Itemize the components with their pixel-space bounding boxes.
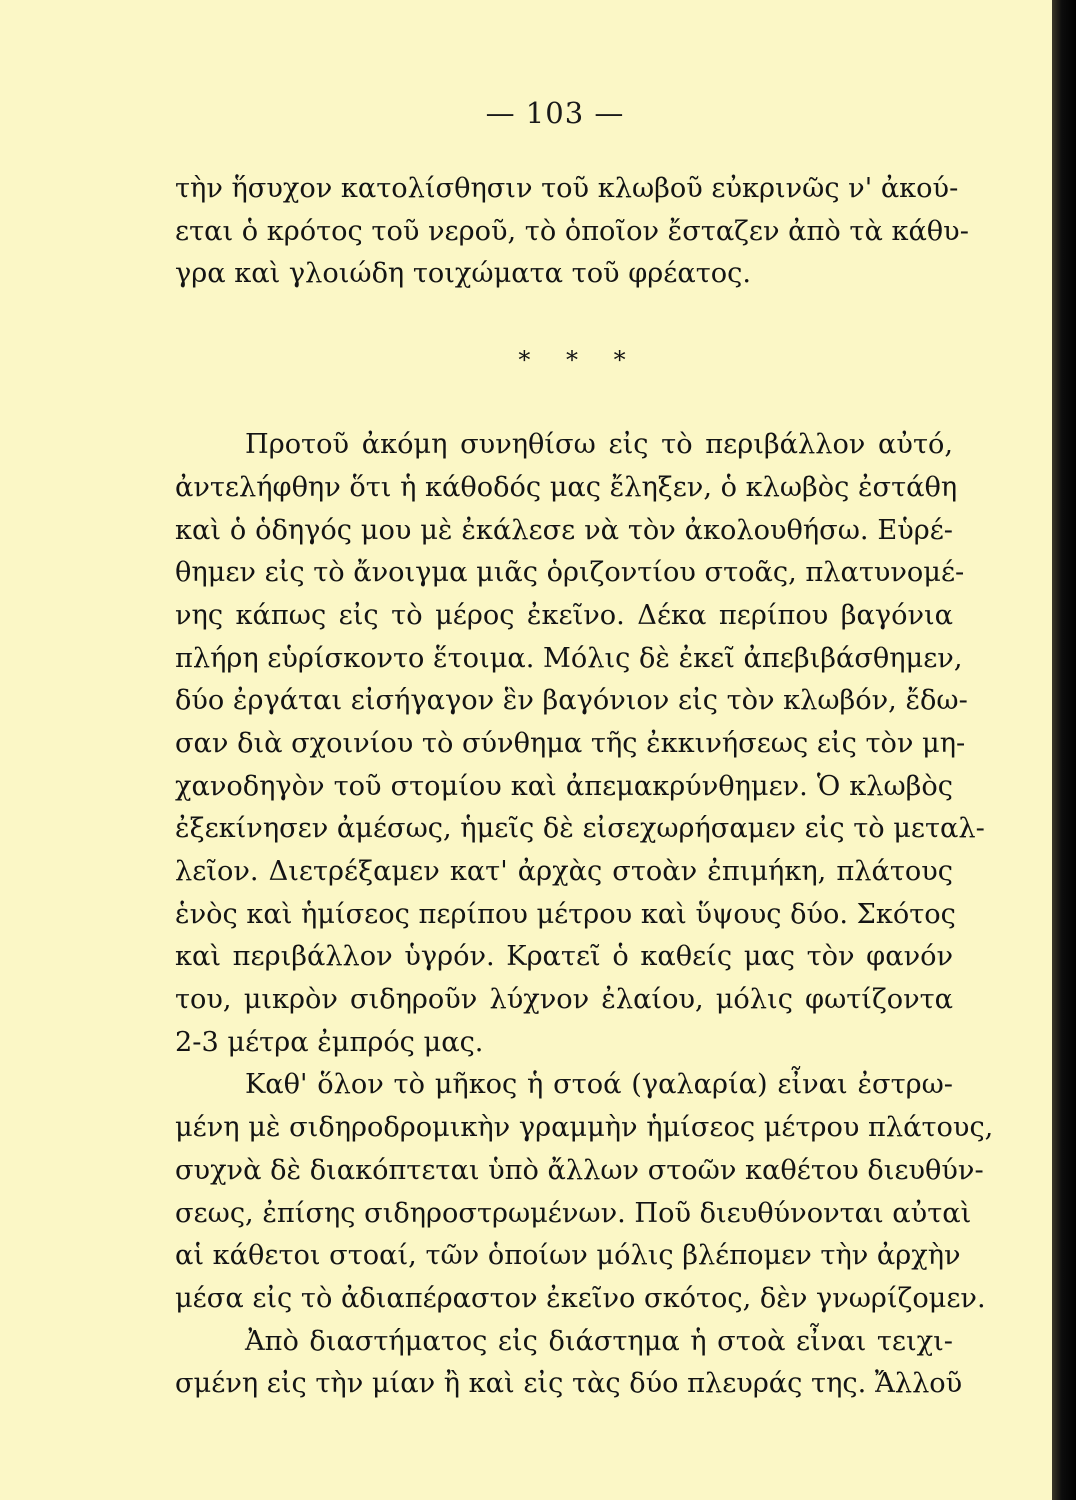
text-line: του, μικρὸν σιδηροῦν λύχνον ἐλαίου, μόλις φωτίζοντα (175, 984, 953, 1016)
text-line: αἱ κάθετοι στοαί, τῶν ὁποίων μόλις βλέπομεν τὴν ἀρχὴν (175, 1240, 961, 1272)
text-line: τὴν ἥσυχον κατολίσθησιν τοῦ κλωβοῦ εὐκρινῶς ν' ἀκού- (175, 173, 959, 204)
spacer (175, 296, 953, 339)
text-line: σαν διὰ σχοινίου τὸ σύνθημα τῆς ἐκκινήσεως εἰς τὸν μη- (175, 727, 966, 759)
text-line: σεως, ἐπίσης σιδηροστρωμένων. Ποῦ διευθύνονται αὐταὶ (175, 1197, 972, 1229)
text-line: νης κάπως εἰς τὸ μέρος ἐκεῖνο. Δέκα περίπου βαγόνια (175, 599, 953, 631)
text-line: γρα καὶ γλοιώδη τοιχώματα τοῦ φρέατος. (175, 258, 751, 290)
text-line: πλήρη εὑρίσκοντο ἕτοιμα. Μόλις δὲ ἐκεῖ ἀπεβιβάσθημεν, (175, 642, 963, 674)
text-line: Καθ' ὅλον τὸ μῆκος ἡ στοά (γαλαρία) εἶναι ἐστρω- (245, 1069, 953, 1101)
text-line: σμένη εἰς τὴν μίαν ἢ καὶ εἰς τὰς δύο πλευράς της. Ἄλλοῦ (175, 1368, 963, 1400)
paragraph-1 (175, 424, 985, 1064)
text-line: καὶ ὁ ὁδηγός μου μὲ ἐκάλεσε νὰ τὸν ἀκολουθήσω. Εὑρέ- (175, 514, 953, 546)
text-line: συχνὰ δὲ διακόπτεται ὑπὸ ἄλλων στοῶν καθέτου διευθύν- (175, 1154, 984, 1186)
text-line: Προτοῦ ἀκόμη συνηθίσω εἰς τὸ περιβάλλον αὐτό, (245, 429, 953, 461)
text-line: μένη μὲ σιδηροδρομικὴν γραμμὴν ἡμίσεος μέτρου πλάτους, (175, 1112, 994, 1144)
section-separator: * * * (518, 345, 640, 374)
paragraph-3 (175, 1321, 963, 1406)
text-line: 2-3 μέτρα ἐμπρός μας. (175, 1026, 484, 1058)
text-line: λεῖον. Διετρέξαμεν κατ' ἀρχὰς στοὰν ἐπιμήκη, πλάτους (175, 856, 953, 887)
text-line: καὶ περιβάλλον ὑγρόν. Κρατεῖ ὁ καθείς μας τὸν φανόν (175, 941, 953, 973)
page-number: — 103 — (485, 96, 625, 130)
text-line: Ἀπὸ διαστήματος εἰς διάστημα ἡ στοὰ εἶναι τειχι- (245, 1325, 953, 1357)
text-line: ἀντελήφθην ὅτι ἡ κάθοδός μας ἔληξεν, ὁ κλωβὸς ἐστάθη (175, 471, 958, 503)
text-line: μέσα εἰς τὸ ἀδιαπέραστον ἐκεῖνο σκότος, δὲν γνωρίζομεν. (175, 1282, 986, 1314)
text-line: εται ὁ κρότος τοῦ νεροῦ, τὸ ὁποῖον ἔσταζεν ἀπὸ τὰ κάθυ- (175, 215, 969, 247)
spacer (175, 381, 953, 424)
top-paragraph (175, 168, 969, 296)
text-line: χανοδηγὸν τοῦ στομίου καὶ ἀπεμακρύνθημεν. Ὁ κλωβὸς (175, 770, 953, 802)
scan-border (1052, 0, 1076, 1500)
text-line: δύο ἐργάται εἰσήγαγον ἓν βαγόνιον εἰς τὸν κλωβόν, ἔδω- (175, 685, 968, 717)
paragraph-2 (175, 1064, 994, 1320)
body-text (175, 168, 994, 1406)
text-line: ἐξεκίνησεν ἀμέσως, ἡμεῖς δὲ εἰσεχωρήσαμεν εἰς τὸ μεταλ- (175, 813, 985, 845)
text-line: ἑνὸς καὶ ἡμίσεος περίπου μέτρου καὶ ὕψους δύο. Σκότος (175, 898, 956, 930)
text-line: θημεν εἰς τὸ ἄνοιγμα μιᾶς ὁριζοντίου στοᾶς, πλατυνομέ- (175, 557, 965, 589)
